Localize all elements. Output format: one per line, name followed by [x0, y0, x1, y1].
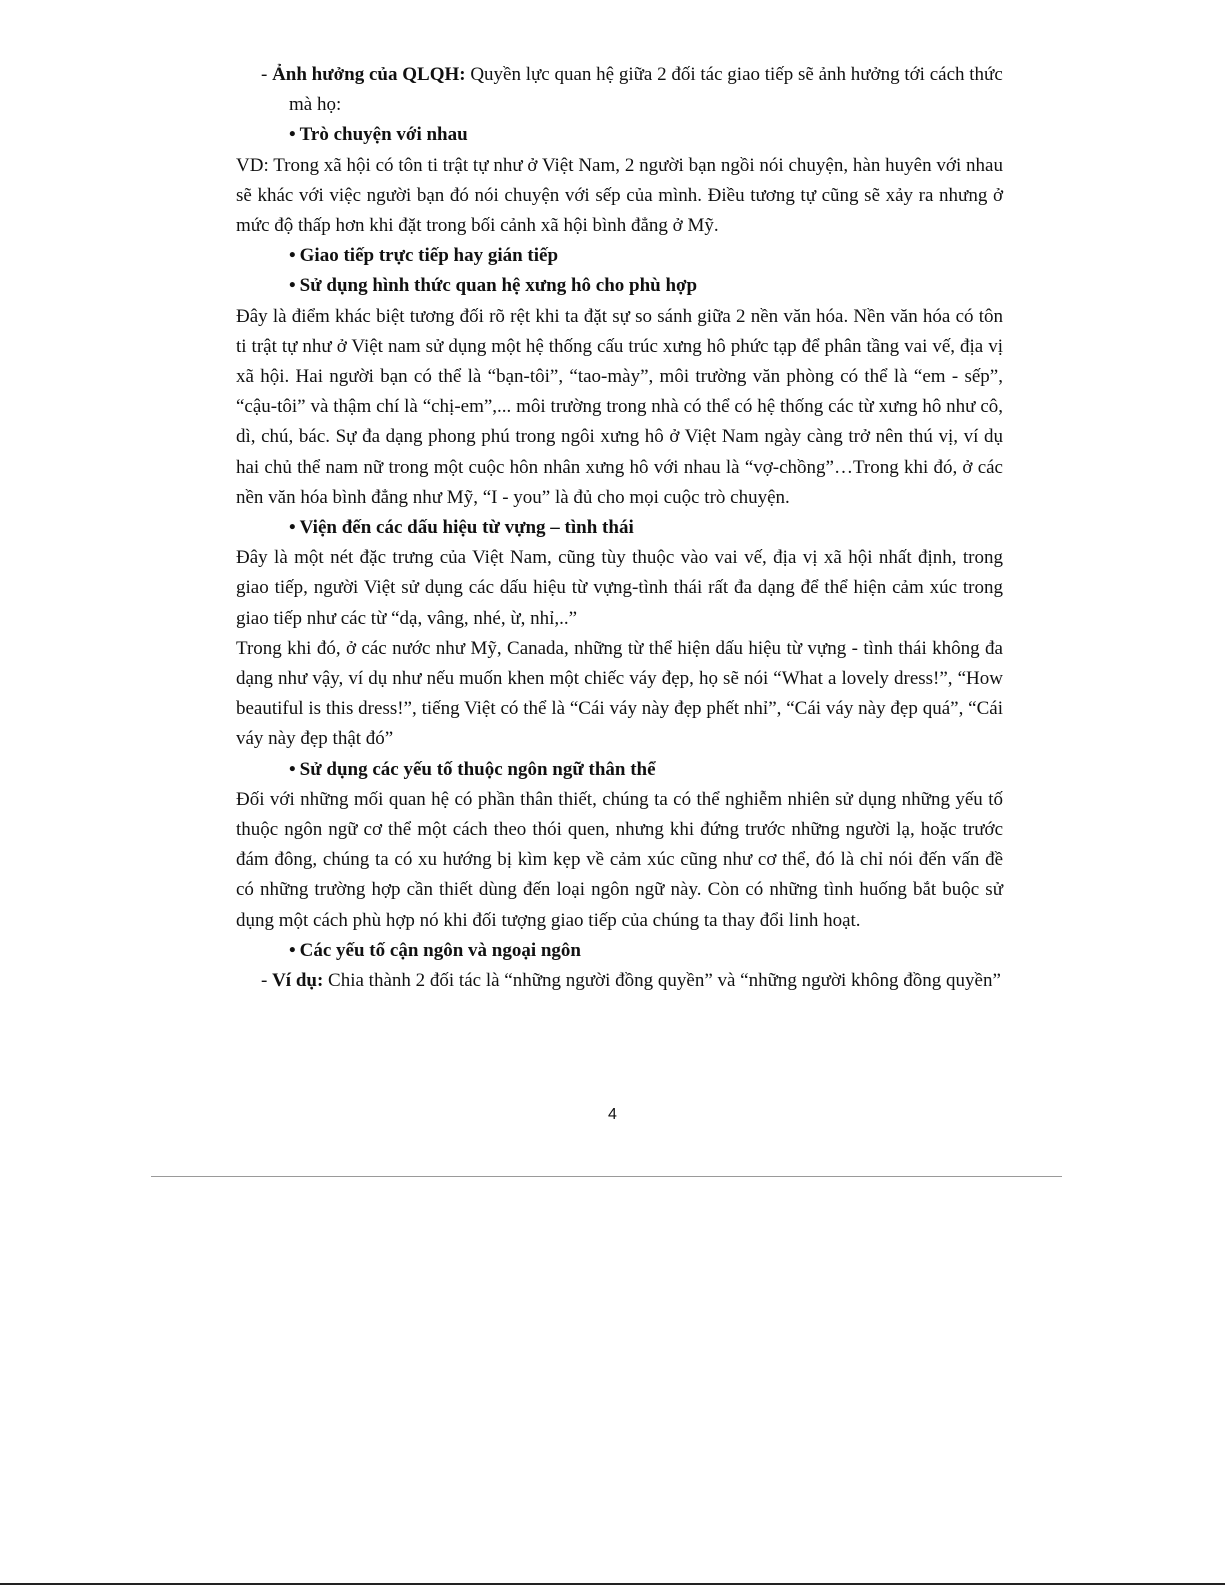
bullet-text: Viện đến các dấu hiệu từ vựng – tình thái [299, 517, 634, 539]
bullet-text: Các yếu tố cận ngôn và ngoại ngôn [299, 939, 582, 961]
bullet-item-address-forms [236, 271, 1003, 301]
page-number: 4 [608, 1106, 617, 1123]
paragraph-address-forms: Đây là điểm khác biệt tương đối rõ rệt khi ta đặt sự so sánh giữa 2 nền văn hóa. Nền văn hóa có tôn ti trật tự như ở Việt nam sử dụng một hệ thống cấu trúc xưng hô phức tạp để phân tầng vai vế, địa vị xã hội. Hai người bạn có thể là “bạn-tôi”, “tao-mày”, môi trường văn phòng có thể là “em - sếp”, “cậu-tôi” và thậm chí là “chị-em”,... môi trường trong nhà có thể có hệ thống các từ xưng hô như cô, dì, chú, bác. Sự đa dạng phong phú trong ngôi xưng hô ở Việt Nam ngày càng trở nên thú vị, ví dụ hai chủ thể nam nữ trong một cuộc hôn nhân xưng hô với nhau là “vợ-chồng”…Trong khi đó, ở các nền văn hóa bình đẳng như Mỹ, “I - you” là đủ cho mọi cuộc trò chuyện. [236, 305, 1003, 508]
page-divider [151, 1176, 1062, 1177]
bullet-icon: • [289, 124, 296, 146]
dash-item-label: Ảnh hưởng của QLQH: [272, 64, 466, 85]
paragraph-modal-markers-vietnam: Đây là một nét đặc trưng của Việt Nam, cũng tùy thuộc vào vai vế, địa vị xã hội nhất định, trong giao tiếp, người Việt sử dụng các dấu hiệu từ vựng-tình thái rất đa dạng để thể hiện cảm xúc trong giao tiếp như các từ “dạ, vâng, nhé, ừ, nhỉ,..” [236, 547, 1003, 629]
bullet-item-body-language [236, 755, 1003, 785]
document-body [236, 60, 1003, 996]
dash-item-influence: - Ảnh hưởng của QLQH: Quyền lực quan hệ giữa 2 đối tác giao tiếp sẽ ảnh hưởng tới cách thức mà họ: [261, 64, 1003, 116]
bullet-item-modal-markers [236, 513, 1003, 543]
bullet-text: Trò chuyện với nhau [299, 124, 468, 146]
paragraph-modal-markers-us: Trong khi đó, ở các nước như Mỹ, Canada, những từ thể hiện dấu hiệu từ vựng - tình thái không đa dạng như vậy, ví dụ như nếu muốn khen một chiếc váy đẹp, họ sẽ nói “What a lovely dress!”, “How beautiful is this dress!”, tiếng Việt có thể là “Cái váy này đẹp phết nhỉ”, “Cái váy này đẹp quá”, “Cái váy này đẹp thật đó” [236, 637, 1003, 750]
paragraph-example: VD: Trong xã hội có tôn ti trật tự như ở Việt Nam, 2 người bạn ngồi nói chuyện, hàn huyên với nhau sẽ khác với việc người bạn đó nói chuyện với sếp của mình. Điều tương tự cũng sẽ xảy ra nhưng ở mức độ thấp hơn khi đặt trong bối cảnh xã hội bình đẳng ở Mỹ. [236, 154, 1003, 237]
bullet-item-paralanguage [236, 936, 1003, 966]
bullet-icon: • [289, 275, 296, 297]
dash-item-label: Ví dụ: [272, 970, 324, 992]
dash-item-text: Chia thành 2 đối tác là “những người đồng quyền” và “những người không đồng quyền” [323, 970, 1001, 992]
bullet-item-direct-indirect [236, 241, 1003, 271]
bullet-icon: • [289, 939, 296, 961]
bullet-text: Giao tiếp trực tiếp hay gián tiếp [299, 245, 559, 267]
bullet-item-conversation [236, 120, 1003, 150]
dash-item-example: - Ví dụ: Chia thành 2 đối tác là “những người đồng quyền” và “những người không đồng quyền” [261, 970, 1001, 992]
dash-item-text: Quyền lực quan hệ giữa 2 đối tác giao tiếp sẽ ảnh hưởng tới cách thức mà họ: [289, 64, 1003, 116]
paragraph-body-language: Đối với những mối quan hệ có phần thân thiết, chúng ta có thể nghiễm nhiên sử dụng những yếu tố thuộc ngôn ngữ cơ thể một cách theo thói quen, nhưng khi đứng trước những người lạ, hoặc trước đám đông, chúng ta có xu hướng bị kìm kẹp về cảm xúc cũng như cơ thể, đó là chỉ nói đến vấn đề có những trường hợp cần thiết dùng đến loại ngôn ngữ này. Còn có những tình huống bắt buộc sử dụng một cách phù hợp nó khi đối tượng giao tiếp của chúng ta thay đổi linh hoạt. [236, 788, 1003, 931]
bullet-text: Sử dụng hình thức quan hệ xưng hô cho phù hợp [299, 275, 698, 297]
bullet-icon: • [289, 517, 296, 539]
bullet-icon: • [289, 245, 296, 267]
bullet-icon: • [289, 758, 296, 780]
bullet-text: Sử dụng các yếu tố thuộc ngôn ngữ thân thể [299, 758, 656, 780]
